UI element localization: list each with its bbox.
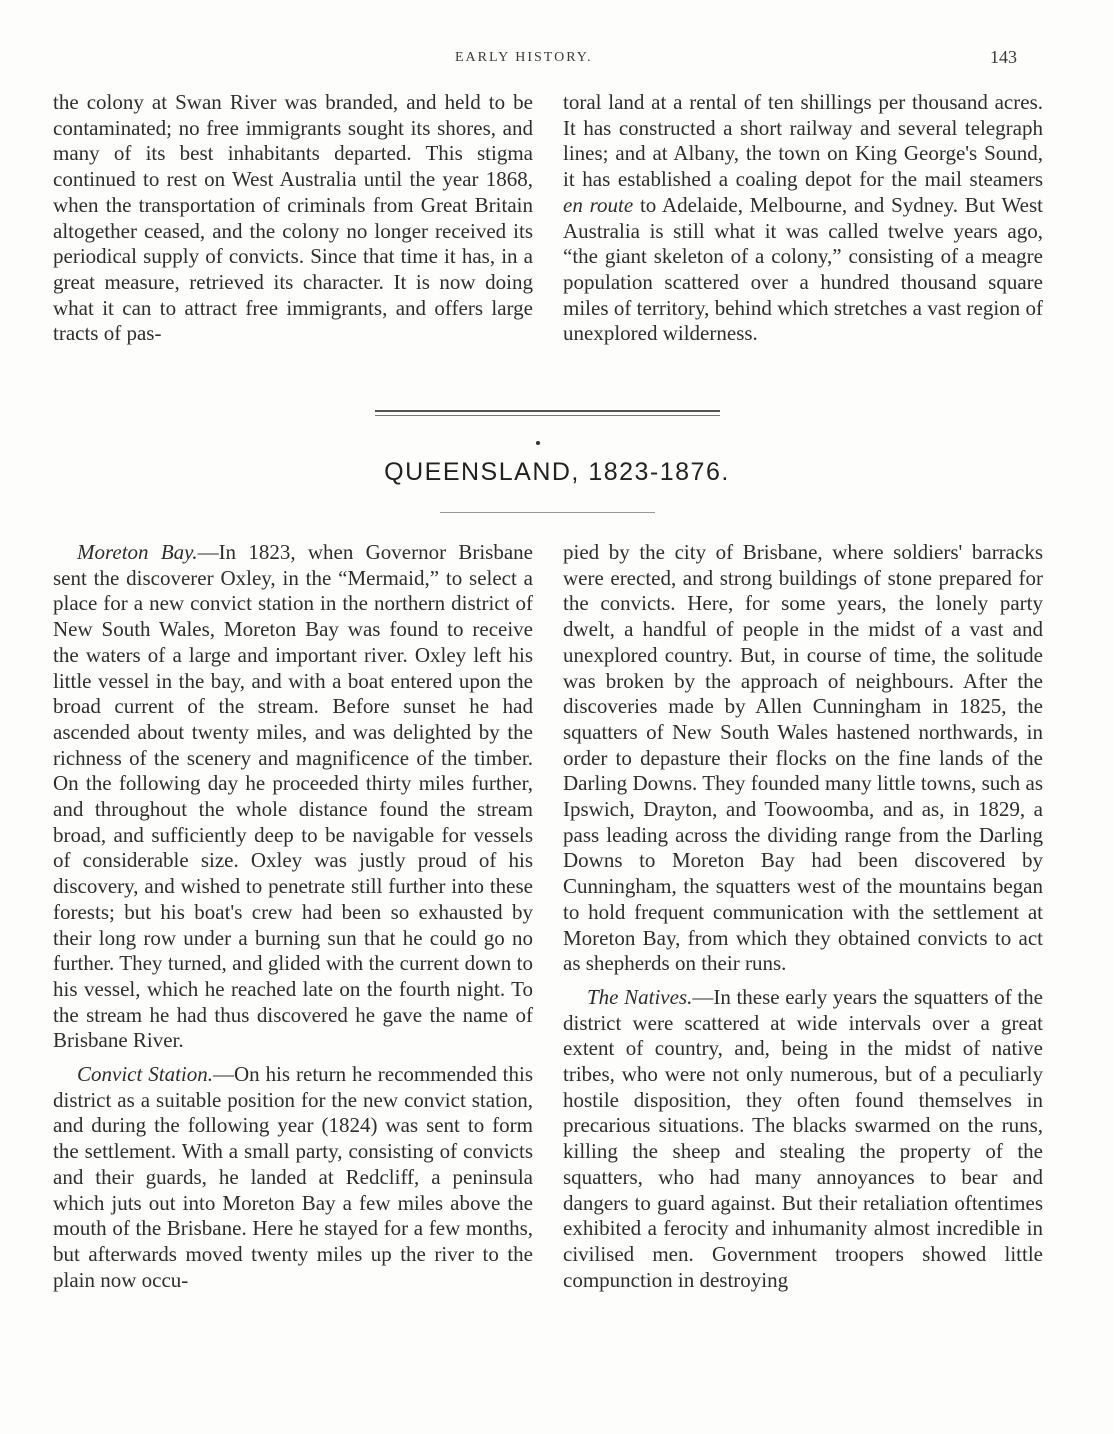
moreton-bay-paragraph — [53, 540, 533, 1054]
bottom-right-column — [563, 540, 1043, 1293]
convict-station-paragraph — [53, 1062, 533, 1293]
top-left-column — [53, 90, 533, 347]
section-title: QUEENSLAND, 1823-1876. — [384, 458, 730, 486]
running-head: EARLY HISTORY. — [455, 50, 593, 65]
page-number: 143 — [990, 47, 1017, 67]
section-divider-rule — [375, 410, 720, 416]
natives-text: —In these early years the squatters of the district were scattered at wide intervals over a great extent of country, and, being in the midst of native tribes, who were not only numerous, but of a peculiarly hostile disposition, they often found themselves in precarious situations. The blacks swarmed on the runs, killing the sheep and stealing the property of the squatters, who had many annoyances to bear and dangers to guard against. But their retaliation oftentimes exhibited a ferocity and inhumanity almost incredible in civilised men. Government troopers showed little compunction in destroying — [563, 984, 1043, 1292]
title-underline-rule — [440, 512, 655, 513]
moreton-bay-text: —In 1823, when Governor Brisbane sent the discoverer Oxley, in the “Mermaid,” to select a place for a new convict station in the northern district of New South Wales, Moreton Bay was found to receive the waters of a large and important river. Oxley left his little vessel in the bay, and with a boat entered upon the broad current of the stream. Before sunset he had ascended about twenty miles, and was delighted by the richness of the scenery and magnificence of the timber. On the following day he proceeded thirty miles further, and throughout the whole distance found the stream broad, and sufficiently deep to be navigable for vessels of considerable size. Oxley was justly proud of his discovery, and wished to penetrate still further into these forests; but his boat's crew had been so exhausted by their long row under a burning sun that he could go no further. They turned, and glided with the current down to his vessel, which he reached late on the fourth night. To the stream he had thus discovered he gave the name of Brisbane River. — [53, 540, 534, 1053]
top-right-paragraph — [563, 90, 1043, 347]
top-left-paragraph: the colony at Swan River was branded, and held to be contaminated; no free immigrants sought its shores, and many of its best inhabitants departed. This stigma continued to rest on West Australia until the year 1868, when the transportation of criminals from Great Britain altogether ceased, and the colony no longer received its periodical supply of convicts. Since that time it has, in a great measure, retrieved its character. It is now doing what it can to attract free immigrants, and offers large tracts of pas- — [53, 90, 533, 346]
ornament-dot — [536, 441, 540, 445]
natives-paragraph — [563, 985, 1043, 1293]
convict-station-heading: Convict Station. — [77, 1062, 213, 1087]
moreton-bay-heading: Moreton Bay. — [77, 540, 198, 564]
brisbane-paragraph: pied by the city of Brisbane, where soldiers' barracks were erected, and strong buildings of stone prepared for the convicts. Here, for some years, the lonely party dwelt, a handful of people in the midst of a vast and unexplored country. But, in course of time, the solitude was broken by the approach of neighbours. After the discoveries made by Allen Cunningham in 1825, the squatters of New South Wales hastened northwards, in order to depasture their flocks on the fine lands of the Darling Downs. They founded many little towns, such as Ipswich, Drayton, and Toowoomba, and as, in 1829, a pass leading across the dividing range from the Darling Downs to Moreton Bay had been discovered by Cunningham, the squatters west of the mountains began to hold frequent communication with the settlement at Moreton Bay, from which they obtained convicts to act as shepherds on their runs. — [563, 540, 1043, 976]
top-right-text-2: to Adelaide, Melbourne, and Sydney. But West Australia is still what it was called twelve years ago, “the giant skeleton of a colony,” consisting of a meagre population scattered over a hundred thousand square miles of territory, behind which stretches a vast region of unexplored wilderness. — [563, 192, 1043, 346]
top-right-italic: en route — [563, 192, 634, 217]
bottom-left-column — [53, 540, 533, 1293]
convict-station-text: —On his return he recommended this district as a suitable position for the new convict station, and during the following year (1824) was sent to form the settlement. With a small party, consisting of convicts and their guards, he landed at Redcliff, a peninsula which juts out into Moreton Bay a few miles above the mouth of the Brisbane. Here he stayed for a few months, but afterwards moved twenty miles up the river to the plain now occu- — [53, 1062, 534, 1292]
natives-heading: The Natives. — [587, 984, 693, 1009]
top-right-column — [563, 90, 1043, 347]
top-right-text-1: toral land at a rental of ten shillings per thousand acres. It has constructed a short railway and several telegraph lines; and at Albany, the town on King George's Sound, it has established a coaling depot for the mail steamers — [563, 90, 1043, 192]
